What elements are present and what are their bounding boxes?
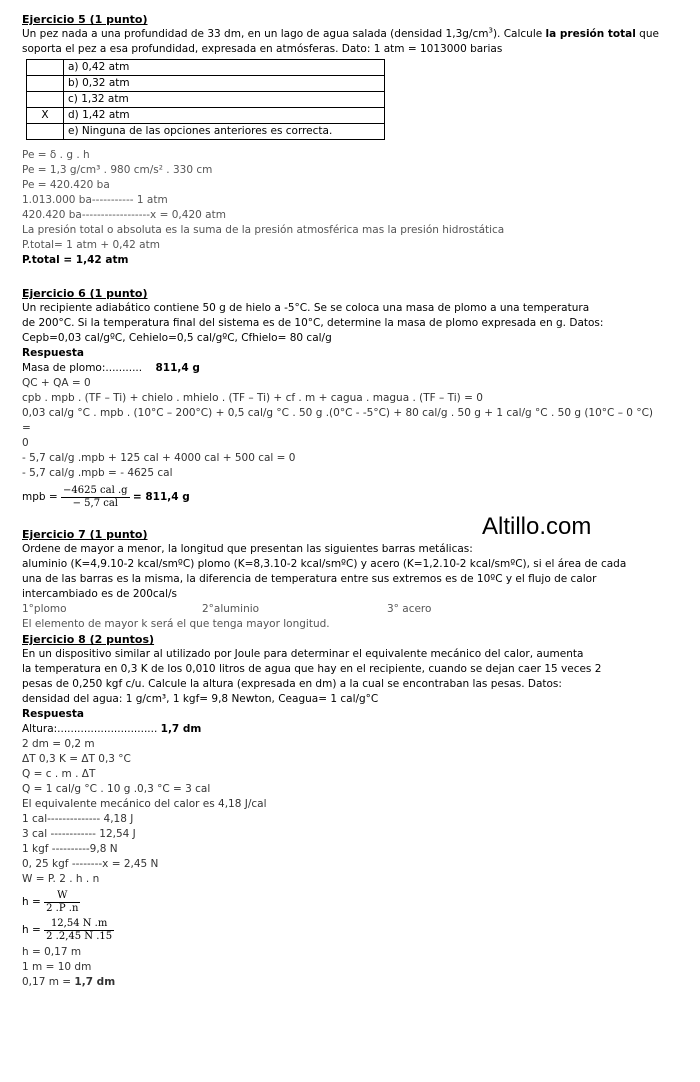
ex6-statement-2: de 200°C. Si la temperatura final del sistema es de 10°C, determine la masa de plomo expresada en g. Datos: bbox=[22, 317, 604, 329]
work-line: Pe = δ . g . h bbox=[22, 149, 90, 161]
option-row bbox=[27, 92, 385, 108]
option-mark bbox=[27, 92, 64, 108]
ex8-tail bbox=[22, 945, 662, 975]
ex8-statement-4: densidad del agua: 1 g/cm³, 1 kgf= 9,8 Newton, Ceagua= 1 cal/g°C bbox=[22, 693, 379, 705]
ex7-statement-2: aluminio (K=4,9.10-2 kcal/smºC) plomo (K=8,3.10-2 kcal/smºC) y acero (K=1,2.10-2 kcal/smºC), si el área de cada bbox=[22, 558, 627, 570]
work-line: 1 m = 10 dm bbox=[22, 961, 92, 973]
option-row bbox=[27, 108, 385, 124]
option-text: c) 1,32 atm bbox=[64, 92, 385, 108]
work-line: 3 cal ------------ 12,54 J bbox=[22, 828, 136, 840]
work-line: Pe = 420.420 ba bbox=[22, 179, 110, 191]
ex5-result: P.total = 1,42 atm bbox=[22, 254, 129, 266]
ex5-options-table bbox=[26, 59, 385, 140]
work-line: - 5,7 cal/g .mpb = - 4625 cal bbox=[22, 467, 173, 479]
ex5-statement: Un pez nada a una profundidad de 33 dm, en un lago de agua salada (densidad $1,3g/cm^3$). Calcule la presión total que soporta el pez a esa profundidad, expresada en atmósferas. Dato: 1 atm = 1013000 barias bbox=[22, 26, 659, 55]
ex7-statement-1: Ordene de mayor a menor, la longitud que presentan las siguientes barras metálicas: bbox=[22, 543, 473, 555]
work-line: 2 dm = 0,2 m bbox=[22, 738, 95, 750]
ex6-title: Ejercicio 6 (1 punto) bbox=[22, 287, 148, 300]
work-line: W = P. 2 . h . n bbox=[22, 873, 100, 885]
ex6-fraction-line: mpb = $\frac{\text{−4625 cal .g}}{\text{− 5,7 cal}}$ = 811,4 g bbox=[22, 484, 190, 509]
ex7-statement-4: intercambiado es de 200cal/s bbox=[22, 588, 178, 600]
work-line: P.total= 1 atm + 0,42 atm bbox=[22, 239, 160, 251]
work-line: 1.013.000 ba----------- 1 atm bbox=[22, 194, 168, 206]
ex5-title: Ejercicio 5 (1 punto) bbox=[22, 13, 148, 26]
ex7-note: El elemento de mayor k será el que tenga mayor longitud. bbox=[22, 618, 330, 630]
ex8-final: 0,17 m = 1,7 dm bbox=[22, 976, 116, 988]
ex8-answer-line: Altura:.............................. 1,7 dm bbox=[22, 723, 202, 735]
ex6-answer-line: Masa de plomo:........... 811,4 g bbox=[22, 362, 200, 374]
work-line: Pe = 1,3 g/cm³ . 980 cm/s² . 330 cm bbox=[22, 164, 213, 176]
ex6-statement-3: Cepb=0,03 cal/gºC, Cehielo=0,5 cal/gºC, Cfhielo= 80 cal/g bbox=[22, 332, 332, 344]
work-line: El equivalente mecánico del calor es 4,18 J/cal bbox=[22, 798, 267, 810]
option-text: a) 0,42 atm bbox=[64, 60, 385, 76]
document-page bbox=[22, 12, 662, 990]
ex7-title: Ejercicio 7 (1 punto) bbox=[22, 528, 148, 541]
ex6-statement-1: Un recipiente adiabático contiene 50 g de hielo a -5°C. Se se coloca una masa de plomo a una temperatura bbox=[22, 302, 590, 314]
work-line: 0, 25 kgf --------x = 2,45 N bbox=[22, 858, 159, 870]
ex8-answer-label: Respuesta bbox=[22, 708, 84, 720]
option-row bbox=[27, 60, 385, 76]
ex7-statement-3: una de las barras es la misma, la diferencia de temperatura entre sus extremos es de 10ºC y el flujo de calor bbox=[22, 573, 597, 585]
work-line: 0,03 cal/g °C . mpb . (10°C – 200°C) + 0,5 cal/g °C . 50 g .(0°C - -5°C) + 80 cal/g . 50 g + 1 cal/g °C . 50 g (10°C – 0 °C) = bbox=[22, 407, 653, 434]
work-line: h = 0,17 m bbox=[22, 946, 82, 958]
option-text: d) 1,42 atm bbox=[64, 108, 385, 124]
work-line: 1 cal-------------- 4,18 J bbox=[22, 813, 134, 825]
ex8-fraction-1: $\frac{W}{2 .P .n}$ bbox=[46, 889, 79, 914]
option-text: e) Ninguna de las opciones anteriores es correcta. bbox=[64, 124, 385, 140]
ex8-title: Ejercicio 8 (2 puntos) bbox=[22, 633, 155, 646]
ex8-statement-3: pesas de 0,250 kgf c/u. Calcule la altura (expresada en dm) a la cual se encontraban las pesas. Datos: bbox=[22, 678, 562, 690]
option-mark: X bbox=[27, 108, 64, 124]
ex5-working bbox=[22, 148, 662, 253]
option-text: b) 0,32 atm bbox=[64, 76, 385, 92]
option-mark bbox=[27, 124, 64, 140]
ex8-fraction-line-1: h = $\frac{W}{2 .P .n}$ bbox=[22, 889, 79, 914]
option-mark bbox=[27, 76, 64, 92]
work-line: ΔT 0,3 K = ΔT 0,3 °C bbox=[22, 753, 131, 765]
ex8-fraction-2: $\frac{12,54 N .m}{2 .2,45 N .15}$ bbox=[46, 917, 113, 942]
watermark: Altillo.com bbox=[482, 513, 592, 540]
work-line: Q = 1 cal/g °C . 10 g .0,3 °C = 3 cal bbox=[22, 783, 211, 795]
work-line: 0 bbox=[22, 437, 29, 449]
ex8-statement-2: la temperatura en 0,3 K de los 0,010 litros de agua que hay en el recipiente, cuando se dejan caer 15 veces 2 bbox=[22, 663, 602, 675]
work-line: QC + QA = 0 bbox=[22, 377, 91, 389]
work-line: - 5,7 cal/g .mpb + 125 cal + 4000 cal + 500 cal = 0 bbox=[22, 452, 296, 464]
ex8-fraction-line-2: h = $\frac{12,54 N .m}{2 .2,45 N .15}$ bbox=[22, 917, 113, 942]
work-line: La presión total o absoluta es la suma de la presión atmosférica mas la presión hidrostática bbox=[22, 224, 505, 236]
ex6-working bbox=[22, 376, 662, 481]
work-line: Q = c . m . ΔT bbox=[22, 768, 96, 780]
work-line: 420.420 ba------------------x = 0,420 atm bbox=[22, 209, 226, 221]
ex7-order: 1°plomo 2°aluminio 3° acero bbox=[22, 603, 432, 615]
ex6-fraction: $\frac{\text{−4625 cal .g}}{\text{− 5,7 cal}}$ bbox=[63, 484, 128, 509]
work-line: cpb . mpb . (TF – Ti) + chielo . mhielo . (TF – Ti) + cf . m + cagua . magua . (TF – Ti) = 0 bbox=[22, 392, 483, 404]
work-line: 1 kgf ----------9,8 N bbox=[22, 843, 118, 855]
ex8-statement-1: En un dispositivo similar al utilizado por Joule para determinar el equivalente mecánico del calor, aumenta bbox=[22, 648, 584, 660]
ex6-answer-label: Respuesta bbox=[22, 347, 84, 359]
option-row bbox=[27, 124, 385, 140]
option-mark bbox=[27, 60, 64, 76]
ex8-working bbox=[22, 737, 662, 887]
option-row bbox=[27, 76, 385, 92]
